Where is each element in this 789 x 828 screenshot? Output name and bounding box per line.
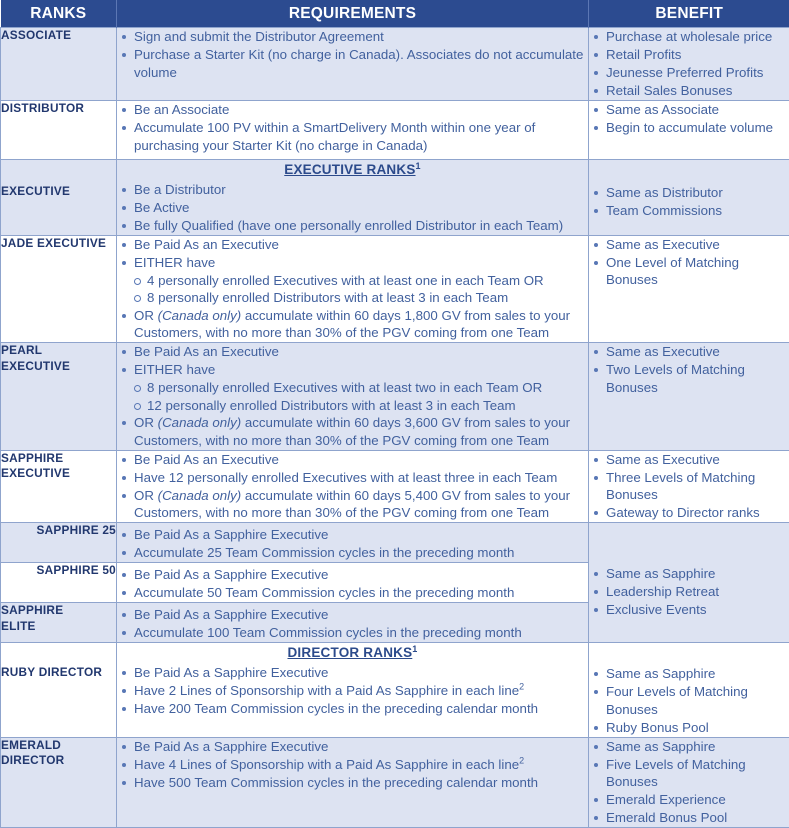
column-header-requirements: REQUIREMENTS <box>117 0 589 28</box>
rank-cell-sapphire-elite <box>1 603 117 643</box>
list-item: Same as Distributor <box>606 184 789 202</box>
rank-label: PEARL <box>1 343 116 359</box>
section-heading-label: EXECUTIVE RANKS <box>284 162 415 177</box>
list-item: Be a Distributor <box>134 181 588 199</box>
rank-cell-jade-executive <box>1 235 117 343</box>
list-item: Team Commissions <box>606 202 789 220</box>
list-item-text: Have 2 Lines of Sponsorship with a Paid As Sapphire in each line <box>134 683 519 698</box>
rank-cell-executive <box>1 160 117 236</box>
benefits-list <box>589 236 789 289</box>
list-item: Be Paid As a Sapphire Executive <box>134 526 588 544</box>
benefit-cell-pearl-executive <box>589 343 789 451</box>
header-row <box>1 0 789 28</box>
list-item: Accumulate 100 PV within a SmartDelivery Month within one year of purchasing your Starter Kit (no charge in Canada) <box>134 119 588 154</box>
requirements-cell-jade-executive <box>117 235 589 343</box>
list-item: Purchase at wholesale price <box>606 28 789 46</box>
table-row-sapphire-executive <box>1 450 789 523</box>
table-body <box>1 28 789 828</box>
table-header <box>1 0 789 28</box>
requirements-cell-pearl-executive <box>117 343 589 451</box>
benefit-cell-jade-executive <box>589 235 789 343</box>
rank-label: DISTRIBUTOR <box>1 101 116 117</box>
list-item: Be an Associate <box>134 101 588 119</box>
rank-label: SAPPHIRE 25 <box>1 523 116 539</box>
benefits-list <box>589 101 789 137</box>
benefits-list <box>589 665 789 736</box>
list-item: Same as Associate <box>606 101 789 119</box>
rank-cell-ruby-director <box>1 643 117 738</box>
list-item: Emerald Experience <box>606 791 789 809</box>
list-item: Be Paid As a Sapphire Executive <box>134 566 588 584</box>
rank-label: EMERALD <box>1 738 116 754</box>
benefits-list <box>589 451 789 522</box>
list-item: OR (Canada only) accumulate within 60 days 5,400 GV from sales to your Customers, with no more than 30% of the PGV coming from one Team <box>134 487 588 522</box>
rank-label: RUBY DIRECTOR <box>1 665 116 681</box>
requirements-cell-executive <box>117 160 589 236</box>
requirements-cell-sapphire-50 <box>117 563 589 603</box>
list-item: 4 personally enrolled Executives with at least one in each Team OR <box>147 272 588 290</box>
rank-label: SAPPHIRE <box>1 451 116 467</box>
list-item: OR (Canada only) accumulate within 60 days 3,600 GV from sales to your Customers, with no more than 30% of the PGV coming from one Team <box>134 414 588 449</box>
benefit-cell-ruby-director <box>589 643 789 738</box>
list-item: Same as Executive <box>606 236 789 254</box>
rank-label: JADE EXECUTIVE <box>1 236 116 252</box>
footnote-marker: 2 <box>519 755 524 765</box>
requirements-tail-list <box>117 307 588 342</box>
list-item: Same as Sapphire <box>606 565 789 583</box>
footnote-marker: 2 <box>519 681 524 691</box>
list-item: Accumulate 25 Team Commission cycles in the preceding month <box>134 544 588 562</box>
benefits-list <box>589 184 789 220</box>
list-item: Emerald Bonus Pool <box>606 809 789 827</box>
list-item <box>134 682 588 700</box>
requirements-list <box>117 664 588 718</box>
requirements-cell-distributor <box>117 101 589 160</box>
requirements-cell-emerald-director <box>117 737 589 828</box>
table-row-jade-executive <box>1 235 789 343</box>
list-item: Have 12 personally enrolled Executives with at least three in each Team <box>134 469 588 487</box>
list-item: Be Paid As a Sapphire Executive <box>134 606 588 624</box>
rank-label: SAPPHIRE <box>1 603 116 619</box>
benefit-cell-distributor <box>589 101 789 160</box>
list-item: Be Paid As a Sapphire Executive <box>134 664 588 682</box>
list-item: EITHER have <box>134 361 588 379</box>
list-item: Be Paid As an Executive <box>134 451 588 469</box>
rank-cell-associate <box>1 28 117 101</box>
list-item: Leadership Retreat <box>606 583 789 601</box>
requirements-cell-sapphire-executive <box>117 450 589 523</box>
rank-label: ELITE <box>1 619 116 635</box>
requirements-list <box>117 606 588 642</box>
list-item: EITHER have <box>134 254 588 272</box>
column-header-benefit: BENEFIT <box>589 0 789 28</box>
list-item: Retail Sales Bonuses <box>606 82 789 100</box>
section-heading-executive-ranks: EXECUTIVE RANKS$^1$ <box>117 161 588 179</box>
table-row-associate <box>1 28 789 101</box>
list-item: Be Active <box>134 199 588 217</box>
rank-cell-emerald-director <box>1 737 117 828</box>
list-item: Ruby Bonus Pool <box>606 719 789 737</box>
requirements-list <box>117 181 588 235</box>
rank-label: DIRECTOR <box>1 753 116 769</box>
list-item: Accumulate 100 Team Commission cycles in the preceding month <box>134 624 588 642</box>
list-item: Exclusive Events <box>606 601 789 619</box>
benefit-cell-emerald-director <box>589 737 789 828</box>
list-item: Be Paid As a Sapphire Executive <box>134 738 588 756</box>
requirements-list <box>117 28 588 81</box>
list-item: Gateway to Director ranks <box>606 504 789 522</box>
table-row-emerald-director <box>1 737 789 828</box>
list-item <box>134 756 588 774</box>
list-item: Same as Sapphire <box>606 665 789 683</box>
table-row-pearl-executive <box>1 343 789 451</box>
list-item: OR (Canada only) accumulate within 60 days 1,800 GV from sales to your Customers, with no more than 30% of the PGV coming from one Team <box>134 307 588 342</box>
requirements-cell-sapphire-25 <box>117 523 589 563</box>
list-item: Retail Profits <box>606 46 789 64</box>
list-item: Four Levels of Matching Bonuses <box>606 683 789 718</box>
benefits-list <box>589 738 789 827</box>
requirements-cell-associate <box>117 28 589 101</box>
list-item: 12 personally enrolled Distributors with at least 3 in each Team <box>147 397 588 415</box>
list-item: Five Levels of Matching Bonuses <box>606 756 789 791</box>
rank-label: EXECUTIVE <box>1 359 116 375</box>
rank-label: SAPPHIRE 50 <box>1 563 116 579</box>
rank-cell-sapphire-executive <box>1 450 117 523</box>
benefits-list <box>589 565 789 619</box>
list-item: Jeunesse Preferred Profits <box>606 64 789 82</box>
list-item: Same as Executive <box>606 451 789 469</box>
benefit-cell-executive <box>589 160 789 236</box>
requirements-list <box>117 236 588 272</box>
rank-cell-distributor <box>1 101 117 160</box>
list-item: 8 personally enrolled Distributors with at least 3 in each Team <box>147 289 588 307</box>
requirements-list <box>117 738 588 792</box>
table-row-sapphire-25 <box>1 523 789 563</box>
rank-label: EXECUTIVE <box>1 184 116 200</box>
sub-requirements-list <box>117 379 588 414</box>
table-row-distributor <box>1 101 789 160</box>
list-item: Sign and submit the Distributor Agreement <box>134 28 588 46</box>
requirements-cell-sapphire-elite <box>117 603 589 643</box>
requirements-list <box>117 343 588 379</box>
requirements-cell-ruby-director <box>117 643 589 738</box>
list-item: 8 personally enrolled Executives with at least two in each Team OR <box>147 379 588 397</box>
list-item: Be Paid As an Executive <box>134 343 588 361</box>
list-item: Same as Executive <box>606 343 789 361</box>
table-row-executive <box>1 160 789 236</box>
sub-requirements-list <box>117 272 588 307</box>
list-item: Have 200 Team Commission cycles in the preceding calendar month <box>134 700 588 718</box>
rank-cell-pearl-executive <box>1 343 117 451</box>
list-item-text: Have 4 Lines of Sponsorship with a Paid As Sapphire in each line <box>134 757 519 772</box>
section-heading-director-ranks: DIRECTOR RANKS$^1$ <box>117 644 588 662</box>
rank-label: ASSOCIATE <box>1 28 116 44</box>
list-item: Accumulate 50 Team Commission cycles in the preceding month <box>134 584 588 602</box>
requirements-tail-list <box>117 414 588 449</box>
rank-cell-sapphire-25 <box>1 523 117 563</box>
list-item: Be Paid As an Executive <box>134 236 588 254</box>
benefit-cell-sapphire-group <box>589 523 789 643</box>
benefits-list <box>589 28 789 100</box>
list-item: One Level of Matching Bonuses <box>606 254 789 289</box>
list-item: Begin to accumulate volume <box>606 119 789 137</box>
list-item: Three Levels of Matching Bonuses <box>606 469 789 504</box>
requirements-list <box>117 526 588 562</box>
list-item: Same as Sapphire <box>606 738 789 756</box>
requirements-list <box>117 451 588 522</box>
rank-label: EXECUTIVE <box>1 466 116 482</box>
benefit-cell-associate <box>589 28 789 101</box>
benefit-cell-sapphire-executive <box>589 450 789 523</box>
list-item: Be fully Qualified (have one personally enrolled Distributor in each Team) <box>134 217 588 235</box>
rank-cell-sapphire-50 <box>1 563 117 603</box>
list-item: Purchase a Starter Kit (no charge in Canada). Associates do not accumulate volume <box>134 46 588 81</box>
requirements-list <box>117 101 588 154</box>
list-item: Two Levels of Matching Bonuses <box>606 361 789 396</box>
table-row-ruby-director <box>1 643 789 738</box>
requirements-list <box>117 566 588 602</box>
benefits-list <box>589 343 789 396</box>
section-heading-label: DIRECTOR RANKS <box>287 645 412 660</box>
list-item: Have 500 Team Commission cycles in the preceding calendar month <box>134 774 588 792</box>
column-header-ranks: RANKS <box>1 0 117 28</box>
